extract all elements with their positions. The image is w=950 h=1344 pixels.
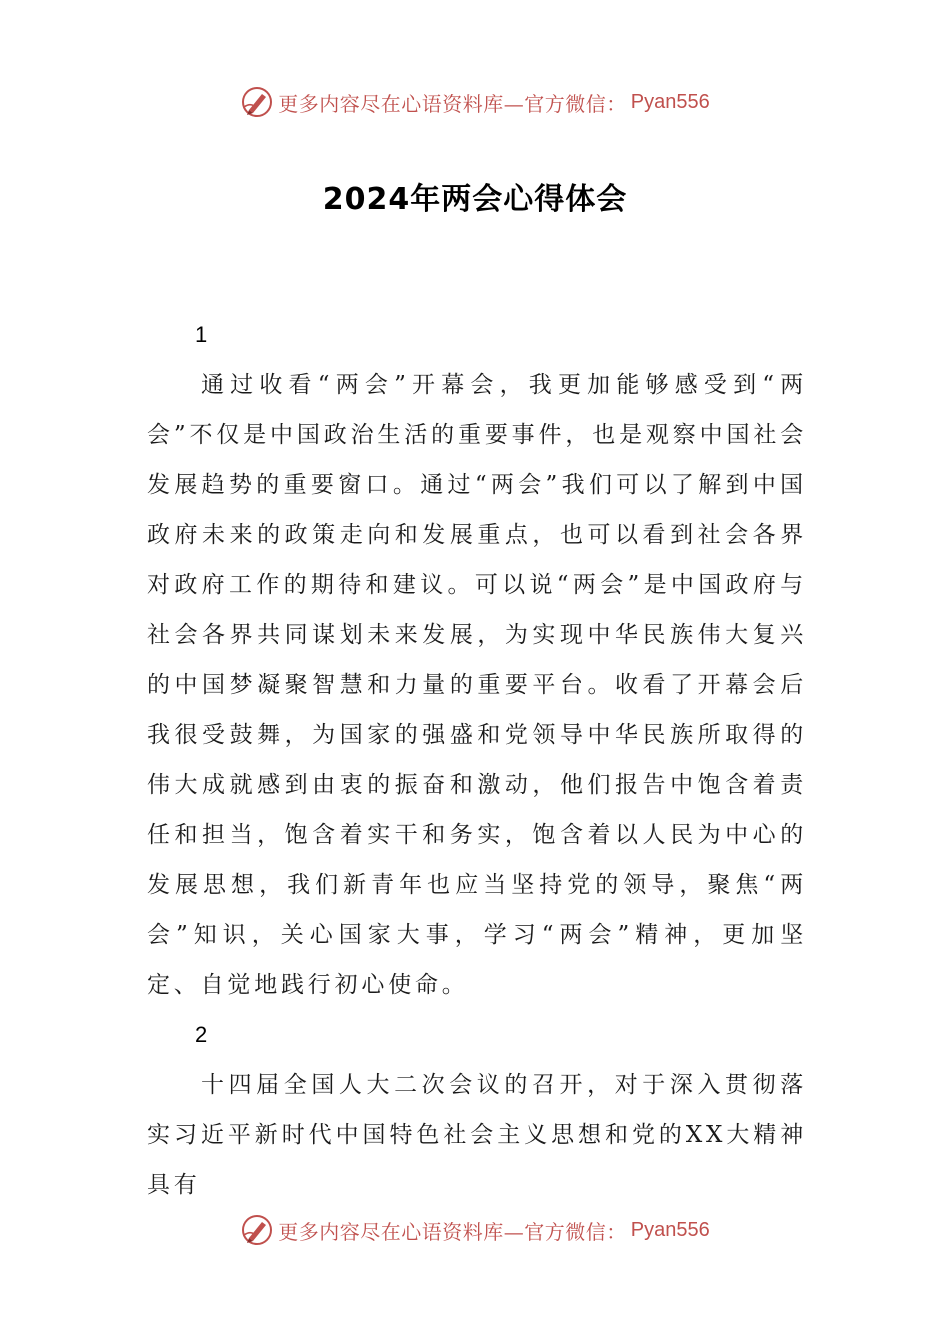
header-watermark-banner: [0, 82, 950, 122]
footer-banner-text: 更多内容尽在心语资料库—官方微信：: [278, 1219, 627, 1244]
document-title: 2024年两会心得体会: [322, 182, 628, 217]
section-number-2: 2: [195, 1022, 208, 1047]
header-wechat-id: Pyan556: [630, 90, 710, 113]
section-paragraph-1: 通过收看“两会”开幕会，我更加能够感受到“两会”不仅是中国政治生活的重要事件，也是观察中国社会发展趋势的重要窗口。通过“两会”我们可以了解到中国政府未来的政策走向和发展重点，也可以看到社会各界对政府工作的期待和建议。可以说“两会”是中国政府与社会各界共同谋划未来发展，为实现中华民族伟大复兴的中国梦凝聚智慧和力量的重要平台。收看了开幕会后我很受鼓舞，为国家的强盛和党领导中华民族所取得的伟大成就感到由衷的振奋和激动，他们报告中饱含着责任和担当，饱含着实干和务实，饱含着以人民为中心的发展思想，我们新青年也应当坚持党的领导，聚焦“两会”知识，关心国家大事，学习“两会”精神，更加坚定、自觉地践行初心使命。: [147, 372, 807, 998]
section-paragraph-2: 十四届全国人大二次会议的召开，对于深入贯彻落实习近平新时代中国特色社会主义思想和党的XX大精神具有: [147, 1072, 807, 1198]
section-number-1: 1: [195, 322, 208, 347]
header-banner-text: 更多内容尽在心语资料库—官方微信：: [278, 91, 627, 116]
document-body: [147, 310, 807, 1210]
pen-logo-icon: [240, 1213, 274, 1247]
pen-logo-icon: [240, 85, 274, 119]
footer-watermark-banner: [0, 1210, 950, 1250]
footer-wechat-id: Pyan556: [630, 1218, 710, 1241]
